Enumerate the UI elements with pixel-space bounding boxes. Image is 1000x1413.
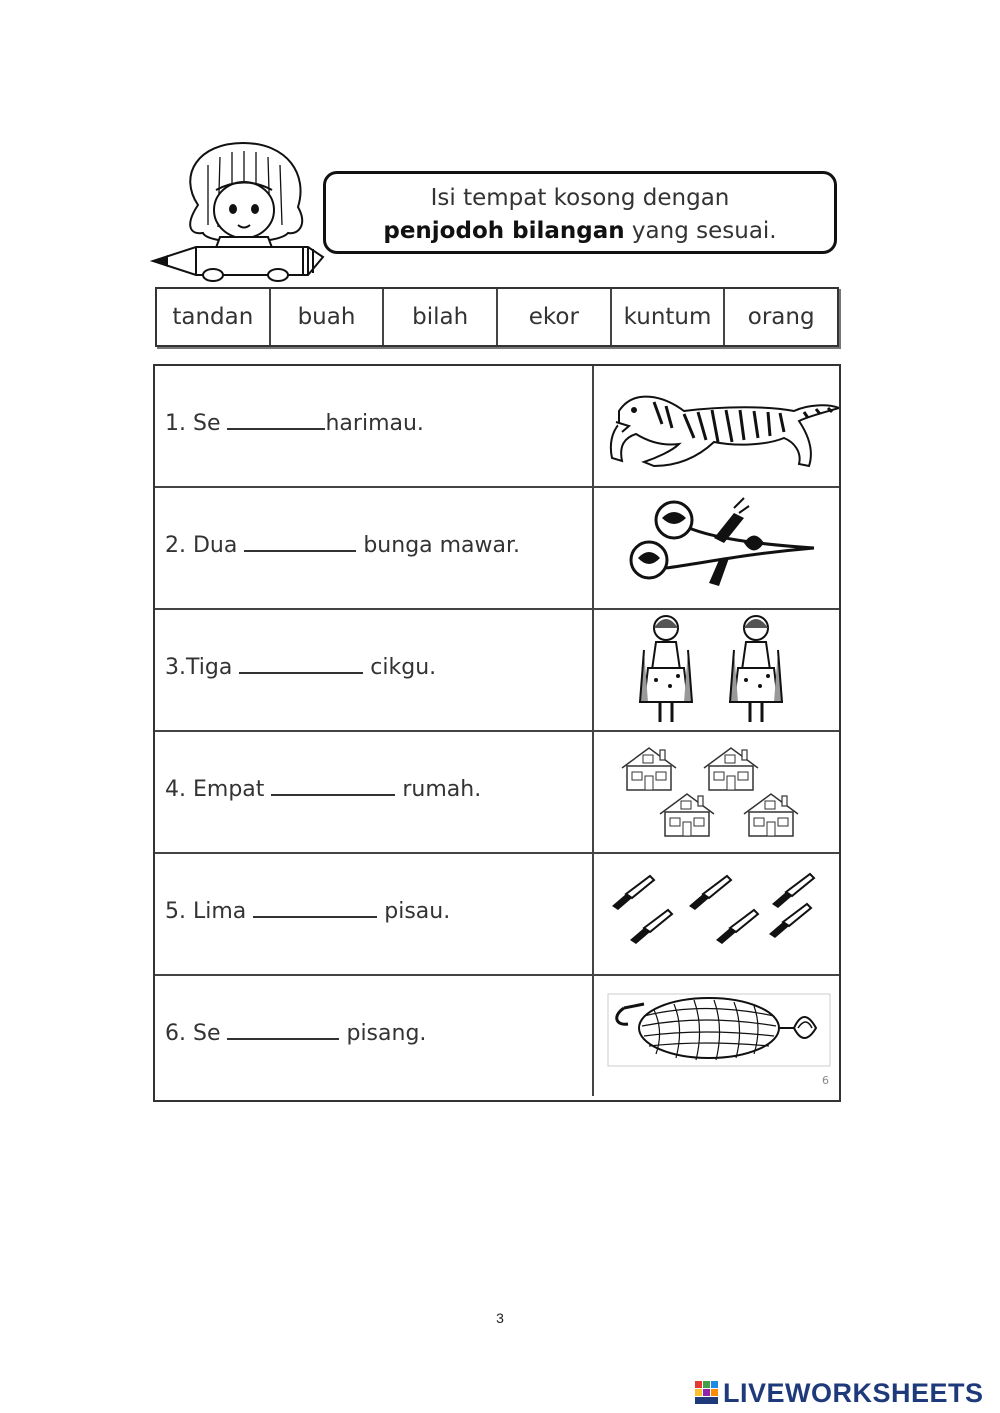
- word-bank-item[interactable]: tandan: [157, 289, 271, 345]
- instruction-line-1: Isi tempat kosong dengan: [430, 185, 730, 211]
- question-row: [155, 488, 839, 610]
- answer-blank[interactable]: [271, 776, 395, 796]
- question-image: [592, 976, 839, 1096]
- question-image: [592, 732, 839, 852]
- question-suffix: rumah.: [395, 777, 482, 802]
- question-text: [165, 532, 520, 558]
- girl-with-pencil-illustration: [148, 135, 343, 290]
- houses-icon: [594, 732, 839, 852]
- banana-bunch-icon: [594, 976, 839, 1096]
- question-row: [155, 854, 839, 976]
- instruction-box: [323, 171, 837, 254]
- word-bank-item[interactable]: bilah: [384, 289, 498, 345]
- teachers-icon: [594, 610, 839, 730]
- question-prefix: 4. Empat: [165, 777, 272, 802]
- tiger-icon: [594, 366, 839, 486]
- question-row: [155, 366, 839, 488]
- page-number: 3: [496, 1310, 504, 1326]
- answer-blank[interactable]: [227, 410, 325, 430]
- brand-text: LIVEWORKSHEETS: [723, 1377, 984, 1408]
- question-text: [165, 654, 436, 680]
- question-prefix: 6. Se: [165, 1021, 228, 1046]
- roses-icon: [594, 488, 839, 608]
- question-suffix: pisau.: [377, 899, 451, 924]
- question-image: [592, 610, 839, 730]
- question-suffix: cikgu.: [363, 655, 437, 680]
- question-text: [165, 898, 450, 924]
- question-prefix: 1. Se: [165, 411, 228, 436]
- instruction-bold-term: penjodoh bilangan: [383, 218, 625, 244]
- liveworksheets-logo[interactable]: [695, 1378, 984, 1408]
- question-text: [165, 410, 424, 436]
- question-image: [592, 488, 839, 608]
- question-image: [592, 366, 839, 486]
- answer-blank[interactable]: [239, 654, 363, 674]
- question-image: [592, 854, 839, 974]
- answer-blank[interactable]: [244, 532, 356, 552]
- questions-table: [153, 364, 841, 1102]
- liveworksheets-logo-icon: [695, 1381, 719, 1405]
- word-bank-item[interactable]: orang: [747, 304, 815, 330]
- instruction-line-2-rest: yang sesuai.: [624, 218, 777, 244]
- knives-icon: [594, 854, 839, 974]
- image-page-note: 6: [822, 1074, 829, 1087]
- word-bank-item[interactable]: buah: [271, 289, 385, 345]
- answer-blank[interactable]: [253, 898, 377, 918]
- answer-blank[interactable]: [227, 1020, 339, 1040]
- word-bank-item[interactable]: ekor: [498, 289, 612, 345]
- question-prefix: 2. Dua: [165, 533, 245, 558]
- word-bank-item[interactable]: kuntum: [612, 289, 726, 345]
- question-suffix: harimau.: [325, 411, 424, 436]
- question-prefix: 5. Lima: [165, 899, 254, 924]
- question-suffix: bunga mawar.: [356, 533, 521, 558]
- question-text: [165, 1020, 426, 1046]
- question-suffix: pisang.: [339, 1021, 427, 1046]
- word-bank: [155, 287, 839, 347]
- instruction-line-2: [326, 215, 834, 248]
- question-row: [155, 732, 839, 854]
- question-row: [155, 610, 839, 732]
- question-text: [165, 776, 481, 802]
- question-prefix: 3.Tiga: [165, 655, 240, 680]
- question-row: [155, 976, 839, 1098]
